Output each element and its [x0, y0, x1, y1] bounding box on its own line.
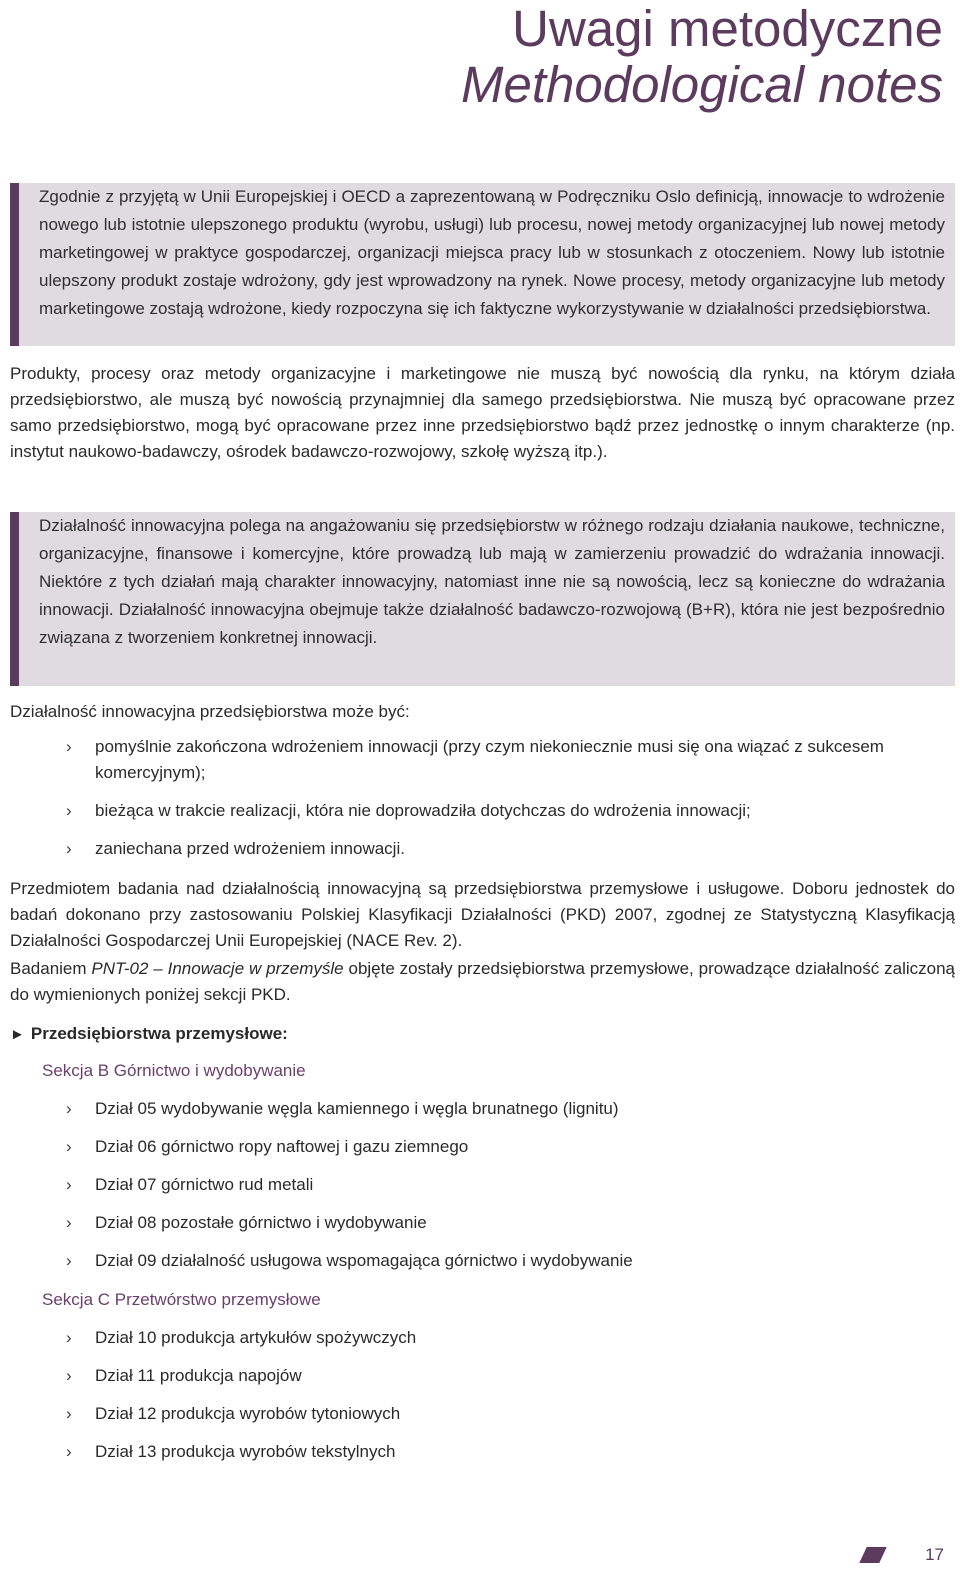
bullet-marker: ›: [66, 1251, 72, 1270]
definition-box: [10, 183, 955, 346]
industrial-enterprises-heading: ► Przedsiębiorstwa przemysłowe:: [10, 1024, 288, 1043]
bullet-marker: ›: [66, 1175, 72, 1194]
page-title: [461, 0, 943, 112]
list-item: › Dział 11 produkcja napojów: [66, 1363, 906, 1389]
definition-text: Zgodnie z przyjętą w Unii Europejskiej i OECD a zaprezentowaną w Podręczniku Oslo definicją, innowacje to wdrożenie nowego lub istotnie ulepszonego produktu (wyrobu, usługi) lub procesu, nowej metody organizacyjnej lub nowej metody marketingowej w praktyce gospodarczej, organizacji miejsca pracy lub w stosunkach z otoczeniem. Nowy lub istotnie ulepszony produkt zostaje wdrożony, gdy jest wprowadzony na rynek. Nowe procesy, metody organizacyjne lub metody marketingowe zostają wdrożone, kiedy rozpoczyna się ich faktyczne wykorzystywanie w działalności przedsiębiorstwa.: [39, 187, 945, 318]
list-item: › Dział 06 górnictwo ropy naftowej i gazu ziemnego: [66, 1134, 906, 1160]
list-item: › zaniechana przed wdrożeniem innowacji.: [66, 836, 906, 862]
page-number: 17: [925, 1545, 944, 1564]
section-c-list: [66, 1325, 906, 1477]
section-c-label: Sekcja C Przetwórstwo przemysłowe: [42, 1290, 321, 1309]
list-item: › Dział 05 wydobywanie węgla kamiennego i węgla brunatnego (lignitu): [66, 1096, 906, 1122]
list-item: › Dział 12 produkcja wyrobów tytoniowych: [66, 1401, 906, 1427]
activity-definition-box: [10, 512, 955, 686]
bullet-marker: ›: [66, 801, 72, 820]
survey-scope-paragraph: Badaniem PNT-02 – Innowacje w przemyśle objęte zostały przedsiębiorstwa przemysłowe, prowadzące działalność zaliczoną do wymienionych poniżej sekcji PKD.: [10, 959, 955, 1004]
activity-types-intro: Działalność innowacyjna przedsiębiorstwa może być:: [10, 702, 410, 721]
bullet-marker: ›: [66, 737, 72, 756]
list-item: › bieżąca w trakcie realizacji, która nie doprowadziła dotychczas do wdrożenia innowacji;: [66, 798, 906, 824]
list-item: › pomyślnie zakończona wdrożeniem innowacji (przy czym niekoniecznie musi się ona wiązać z sukcesem komercyjnym);: [66, 734, 906, 786]
bullet-marker: ›: [66, 1213, 72, 1232]
bullet-marker: ›: [66, 1137, 72, 1156]
bullet-marker: ›: [66, 1328, 72, 1347]
bullet-marker: ›: [66, 1366, 72, 1385]
list-item: › Dział 08 pozostałe górnictwo i wydobywanie: [66, 1210, 906, 1236]
list-item: › Dział 13 produkcja wyrobów tekstylnych: [66, 1439, 906, 1465]
activity-types-list: [66, 734, 906, 874]
bullet-marker: ›: [66, 839, 72, 858]
survey-name: PNT-02 – Innowacje w przemyśle: [91, 959, 344, 978]
novelty-paragraph: Produkty, procesy oraz metody organizacyjne i marketingowe nie muszą być nowością dla rynku, na którym działa przedsiębiorstwo, ale muszą być nowością przynajmniej dla samego przedsiębiorstwa. Nie muszą być opracowane przez samo przedsiębiorstwo, mogą być opracowane przez inne przedsiębiorstwo bądź przez jednostkę o innym charakterze (np. instytut naukowo-badawczy, ośrodek badawczo-rozwojowy, szkołę wyższą itp.).: [10, 364, 955, 461]
bullet-marker: ›: [66, 1404, 72, 1423]
activity-definition-text: Działalność innowacyjna polega na angażowaniu się przedsiębiorstw w różnego rodzaju działania naukowe, techniczne, organizacyjne, finansowe i komercyjne, które prowadzą lub mają w zamierzeniu prowadzić do wdrażania innowacji. Niektóre z tych działań mają charakter innowacyjny, natomiast inne nie są nowością, lecz są konieczne do wdrażania innowacji. Działalność innowacyjna obejmuje także działalność badawczo-rozwojową (B+R), która nie jest bezpośrednio związana z tworzeniem konkretnej innowacji.: [39, 516, 945, 647]
list-item: › Dział 07 górnictwo rud metali: [66, 1172, 906, 1198]
bullet-marker: ›: [66, 1099, 72, 1118]
triangle-arrow-icon: ►: [10, 1026, 25, 1043]
section-b-list: [66, 1096, 906, 1286]
page-footer: [925, 1544, 944, 1566]
title-english: Methodological notes: [461, 56, 943, 113]
list-item: › Dział 09 działalność usługowa wspomagająca górnictwo i wydobywanie: [66, 1248, 906, 1274]
title-polish: Uwagi metodyczne: [512, 0, 943, 57]
section-b-label: Sekcja B Górnictwo i wydobywanie: [42, 1061, 306, 1080]
slash-mark-icon: [859, 1547, 886, 1563]
bullet-marker: ›: [66, 1442, 72, 1461]
list-item: › Dział 10 produkcja artykułów spożywczych: [66, 1325, 906, 1351]
survey-subject-paragraph: Przedmiotem badania nad działalnością innowacyjną są przedsiębiorstwa przemysłowe i usługowe. Doboru jednostek do badań dokonano przy zastosowaniu Polskiej Klasyfikacji Działalności (PKD) 2007, zgodnej ze Statystyczną Klasyfikacją Działalności Gospodarczej Unii Europejskiej (NACE Rev. 2).: [10, 879, 955, 950]
